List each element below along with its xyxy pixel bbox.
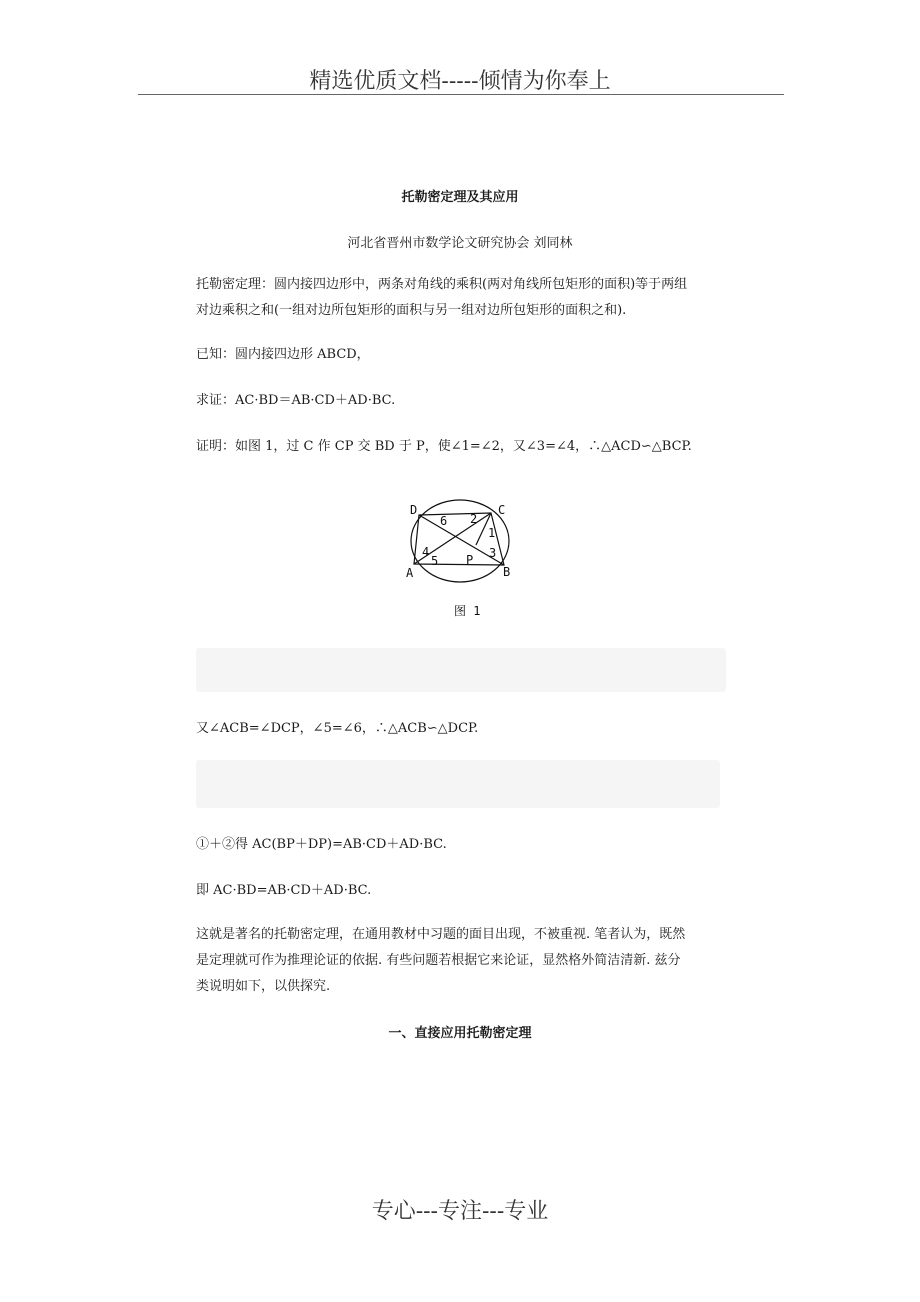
proof-step-2: 又∠ACB=∠DCP，∠5=∠6，∴△ACB∽△DCP. (196, 721, 479, 736)
given-statement: 已知：圆内接四边形 ABCD， (196, 347, 370, 362)
remark-line-3: 类说明如下，以供探究. (196, 979, 331, 994)
page-footer: 专心---专注---专业 (371, 1199, 549, 1224)
remark-line-2: 是定理就可作为推理论证的依据. 有些问题若根据它来论证，显然格外简洁清新. 兹分 (196, 953, 681, 968)
formula-placeholder-1 (196, 648, 726, 692)
header-divider (138, 94, 784, 95)
document-title: 托勒密定理及其应用 (401, 190, 519, 205)
angle-label-5: 5 (431, 554, 439, 568)
proof-statement: 证明：如图 1，过 C 作 CP 交 BD 于 P，使∠1=∠2，又∠3=∠4，∴△ACD∽△BCP. (196, 439, 692, 454)
section-heading-1: 一、直接应用托勒密定理 (388, 1026, 532, 1041)
label-b: B (503, 565, 511, 579)
prove-statement: 求证：AC·BD＝AB·CD＋AD·BC. (196, 393, 396, 408)
cyclic-quadrilateral-diagram (400, 498, 520, 622)
theorem-statement (196, 272, 726, 324)
theorem-line-1: 托勒密定理：圆内接四边形中，两条对角线的乘积(两对角线所包矩形的面积)等于两组 (196, 277, 688, 292)
label-c: C (498, 503, 506, 517)
angle-label-2: 2 (470, 512, 478, 526)
angle-label-6: 6 (440, 514, 448, 528)
angle-label-1: 1 (488, 526, 496, 540)
circumcircle (411, 500, 509, 582)
document-author: 河北省晋州市数学论文研究协会 刘同林 (347, 236, 573, 251)
remark-paragraph (196, 922, 726, 1000)
label-p: P (466, 553, 474, 567)
proof-conclusion: 即 AC·BD=AB·CD＋AD·BC. (196, 883, 372, 898)
label-d: D (410, 503, 418, 517)
page-header: 精选优质文档-----倾情为你奉上 (309, 69, 611, 94)
theorem-line-2: 对边乘积之和(一组对边所包矩形的面积与另一组对边所包矩形的面积之和). (196, 303, 627, 318)
label-a: A (406, 566, 414, 580)
formula-placeholder-2 (196, 760, 720, 808)
figure-caption: 图 1 (454, 604, 481, 618)
angle-label-4: 4 (422, 545, 430, 559)
angle-label-3: 3 (489, 546, 497, 560)
remark-line-1: 这就是著名的托勒密定理，在通用教材中习题的面目出现，不被重视. 笔者认为，既然 (196, 927, 686, 942)
figure-1 (400, 498, 520, 622)
proof-step-3: ①＋②得 AC(BP＋DP)=AB·CD＋AD·BC. (196, 837, 447, 852)
